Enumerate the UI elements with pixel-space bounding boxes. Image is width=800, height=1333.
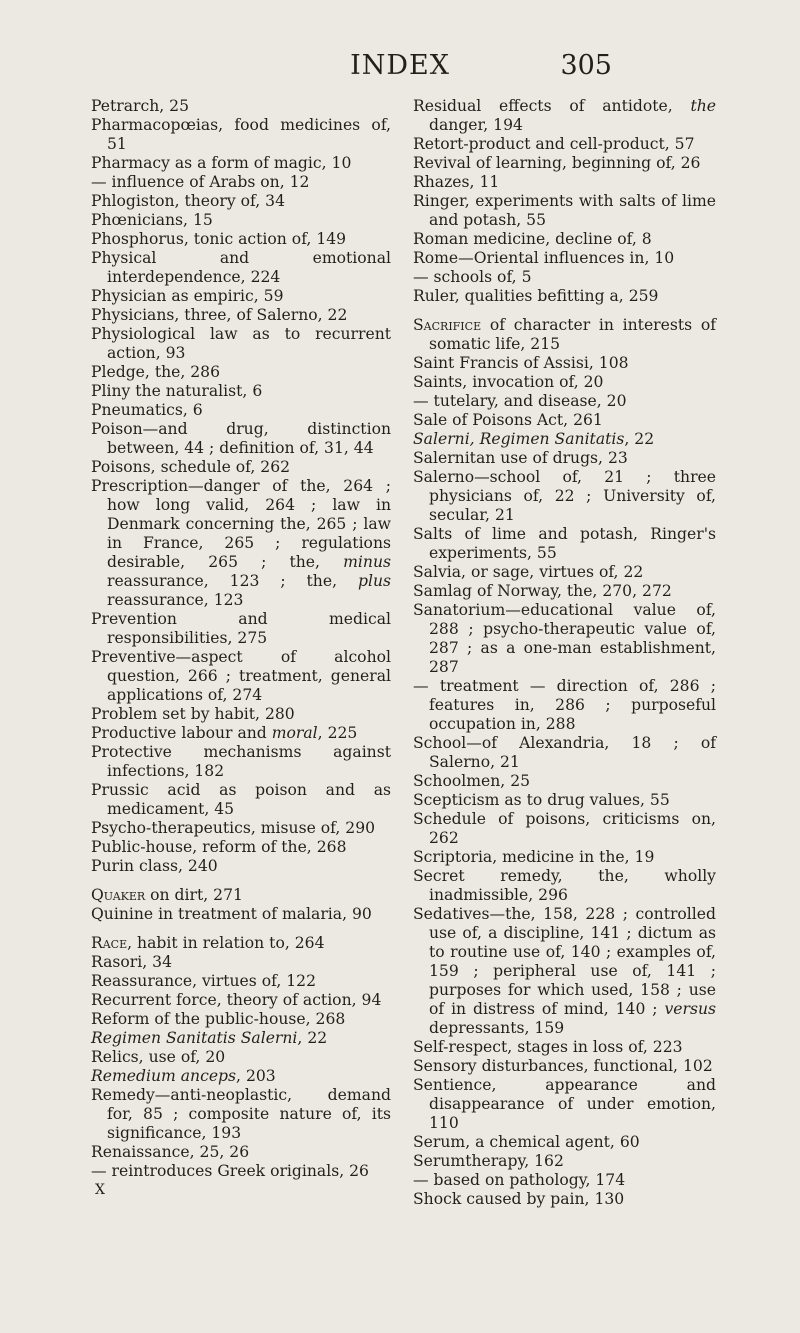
index-entry: — based on pathology, 174 bbox=[413, 1171, 626, 1189]
index-entry: Roman medicine, decline of, 8 bbox=[413, 230, 652, 248]
index-entry: Physiological law as to recurrent action, 93 bbox=[91, 325, 391, 362]
index-entry: Serum, a chemical agent, 60 bbox=[413, 1133, 640, 1151]
index-entry: Samlag of Norway, the, 270, 272 bbox=[413, 582, 672, 600]
index-entry: Secret remedy, the, wholly inadmissible, 296 bbox=[413, 867, 716, 904]
index-entry: Phosphorus, tonic action of, 149 bbox=[91, 230, 347, 248]
index-entry: Physicians, three, of Salerno, 22 bbox=[91, 306, 348, 324]
index-entry: Residual effects of antidote, the danger, 194 bbox=[413, 97, 716, 134]
index-entry: Physical and emotional interdependence, 224 bbox=[91, 249, 391, 286]
index-entry: Sacrifice of character in interests of somatic life, 215 bbox=[413, 316, 716, 353]
index-entry: Prevention and medical responsibilities, 275 bbox=[91, 610, 391, 647]
index-entry: Schedule of poisons, criticisms on, 262 bbox=[413, 810, 716, 847]
index-entry: Salerno—school of, 21 ; three physicians of, 22 ; University of, secular, 21 bbox=[413, 468, 716, 524]
index-entry: — tutelary, and disease, 20 bbox=[413, 392, 627, 410]
index-entry: Saint Francis of Assisi, 108 bbox=[413, 354, 629, 372]
index-entry: Rhazes, 11 bbox=[413, 173, 500, 191]
index-entry: Salvia, or sage, virtues of, 22 bbox=[413, 563, 644, 581]
index-entry: Protective mechanisms against infections, 182 bbox=[91, 743, 391, 780]
index-entry: — influence of Arabs on, 12 bbox=[91, 173, 310, 191]
index-entry: Rome—Oriental influences in, 10 bbox=[413, 249, 675, 267]
index-entry: Poison—and drug, distinction between, 44 ; definition of, 31, 44 bbox=[91, 420, 391, 457]
index-column-left bbox=[91, 97, 391, 1200]
index-entry: Poisons, schedule of, 262 bbox=[91, 458, 291, 476]
index-entry: Retort-product and cell-product, 57 bbox=[413, 135, 695, 153]
index-entry: Preventive—aspect of alcohol question, 266 ; treatment, general applications of, 274 bbox=[91, 648, 391, 704]
index-entry: Pharmacopœias, food medicines of, 51 bbox=[91, 116, 391, 153]
index-entry: Scriptoria, medicine in the, 19 bbox=[413, 848, 655, 866]
index-entry: Race, habit in relation to, 264 bbox=[91, 934, 325, 952]
index-entry: Petrarch, 25 bbox=[91, 97, 190, 115]
index-entry: Sensory disturbances, functional, 102 bbox=[413, 1057, 713, 1075]
index-entry: Schoolmen, 25 bbox=[413, 772, 531, 790]
index-entry: Reform of the public-house, 268 bbox=[91, 1010, 346, 1028]
index-entry: Pneumatics, 6 bbox=[91, 401, 203, 419]
index-entry: Quinine in treatment of malaria, 90 bbox=[91, 905, 372, 923]
index-entry: Relics, use of, 20 bbox=[91, 1048, 226, 1066]
index-entry: Renaissance, 25, 26 bbox=[91, 1143, 250, 1161]
page-header bbox=[0, 50, 800, 90]
index-entry: Sale of Poisons Act, 261 bbox=[413, 411, 603, 429]
index-entry: Phlogiston, theory of, 34 bbox=[91, 192, 286, 210]
index-entry: Recurrent force, theory of action, 94 bbox=[91, 991, 382, 1009]
signature-mark: X bbox=[95, 1182, 105, 1198]
index-entry: Pledge, the, 286 bbox=[91, 363, 221, 381]
index-entry: — reintroduces Greek originals, 26 bbox=[91, 1162, 369, 1180]
index-entry: Prescription—danger of the, 264 ; how long valid, 264 ; law in Denmark concerning the, 265 ; law in France, 265 ; regulations desirable, 265 ; the, minus reassurance, 123 ; the, plus reassurance, 123 bbox=[91, 477, 391, 609]
index-entry: Reassurance, virtues of, 122 bbox=[91, 972, 317, 990]
index-entry: Pharmacy as a form of magic, 10 bbox=[91, 154, 352, 172]
index-entry: Remedy—anti-neoplastic, demand for, 85 ; composite nature of, its significance, 193 bbox=[91, 1086, 391, 1142]
index-entry: Quaker on dirt, 271 bbox=[91, 886, 243, 904]
index-entry: Rasori, 34 bbox=[91, 953, 172, 971]
index-entry: Ringer, experiments with salts of lime and potash, 55 bbox=[413, 192, 716, 229]
running-head: INDEX bbox=[350, 50, 450, 81]
index-entry: Physician as empiric, 59 bbox=[91, 287, 284, 305]
index-entry: Phœnicians, 15 bbox=[91, 211, 213, 229]
index-entry: Scepticism as to drug values, 55 bbox=[413, 791, 670, 809]
index-entry: — treatment — direction of, 286 ; features in, 286 ; purposeful occupation in, 288 bbox=[413, 677, 716, 733]
index-entry: Pliny the naturalist, 6 bbox=[91, 382, 263, 400]
index-entry: Shock caused by pain, 130 bbox=[413, 1190, 625, 1208]
index-entry: Serumtherapy, 162 bbox=[413, 1152, 564, 1170]
index-entry: Sedatives—the, 158, 228 ; controlled use of, a discipline, 141 ; dictum as to routine use of, 140 ; examples of, 159 ; peripheral use of, 141 ; purposes for which used, 158 ; use of in distress of mind, 140 ; versus depressants, 159 bbox=[413, 905, 716, 1037]
index-entry: Revival of learning, beginning of, 26 bbox=[413, 154, 701, 172]
index-entry: — schools of, 5 bbox=[413, 268, 532, 286]
index-entry: Saints, invocation of, 20 bbox=[413, 373, 604, 391]
index-entry: Sanatorium—educational value of, 288 ; psycho-therapeutic value of, 287 ; as a one-man establishment, 287 bbox=[413, 601, 716, 676]
index-entry: Self-respect, stages in loss of, 223 bbox=[413, 1038, 683, 1056]
index-entry: School—of Alexandria, 18 ; of Salerno, 21 bbox=[413, 734, 716, 771]
index-column-right bbox=[413, 97, 716, 1209]
index-entry: Public-house, reform of the, 268 bbox=[91, 838, 347, 856]
page-number: 305 bbox=[560, 50, 612, 81]
index-entry: Purin class, 240 bbox=[91, 857, 218, 875]
index-entry: Prussic acid as poison and as medicament, 45 bbox=[91, 781, 391, 818]
index-entry: Ruler, qualities befitting a, 259 bbox=[413, 287, 659, 305]
index-entry: Productive labour and moral, 225 bbox=[91, 724, 358, 742]
index-entry: Problem set by habit, 280 bbox=[91, 705, 295, 723]
index-entry: Salts of lime and potash, Ringer's experiments, 55 bbox=[413, 525, 716, 562]
index-entry: Salerni, Regimen Sanitatis, 22 bbox=[413, 430, 655, 448]
index-entry: Regimen Sanitatis Salerni, 22 bbox=[91, 1029, 328, 1047]
index-entry: Sentience, appearance and disappearance of under emotion, 110 bbox=[413, 1076, 716, 1132]
index-entry: Salernitan use of drugs, 23 bbox=[413, 449, 628, 467]
index-entry: Remedium anceps, 203 bbox=[91, 1067, 276, 1085]
index-entry: Psycho-therapeutics, misuse of, 290 bbox=[91, 819, 376, 837]
